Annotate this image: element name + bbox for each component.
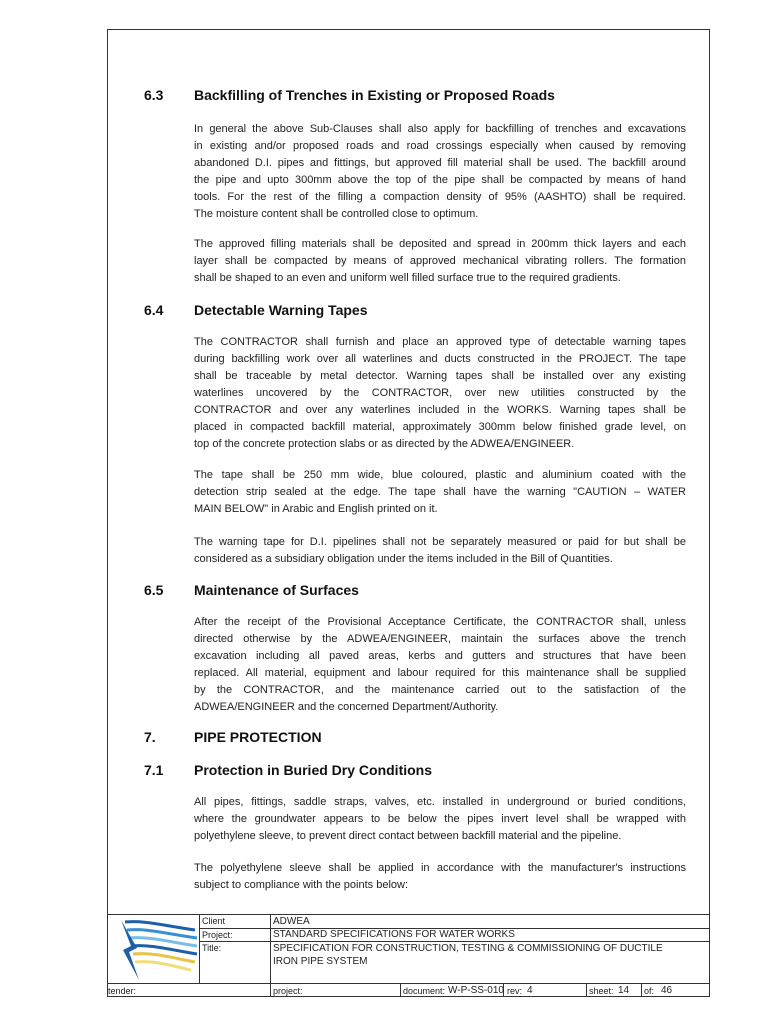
- footer-top-rule: [107, 914, 710, 915]
- text-line: excavation including all paved areas, kerbs and gutters and structures that have been: [194, 650, 686, 662]
- title-label: Title:: [202, 943, 222, 953]
- project-label: Project:: [202, 930, 233, 940]
- title-value-line1: SPECIFICATION FOR CONSTRUCTION, TESTING & COMMISSIONING OF DUCTILE: [273, 943, 663, 954]
- section-title: Maintenance of Surfaces: [194, 582, 359, 598]
- text-line: The warning tape for D.I. pipelines shall not be separately measured or paid for but shall be: [194, 536, 686, 548]
- text-line: tools. For the rest of the filling a compaction density of 95% (AASHTO) shall be required.: [194, 191, 686, 203]
- footer-cell-divider: [400, 983, 401, 997]
- footer-label-divider: [270, 914, 271, 997]
- footer-cell-divider: [586, 983, 587, 997]
- project-value: STANDARD SPECIFICATIONS FOR WATER WORKS: [273, 929, 515, 940]
- text-line: The polyethylene sleeve shall be applied in accordance with the manufacturer's instructions: [194, 862, 686, 874]
- document-label: document:: [403, 986, 446, 996]
- text-line: placed in compacted backfill material, approximately 300mm below finished grade level, on: [194, 421, 686, 433]
- paragraph: [194, 534, 686, 568]
- title-value-line2: IRON PIPE SYSTEM: [273, 956, 368, 967]
- text-line: ADWEA/ENGINEER and the concerned Department/Authority.: [194, 701, 499, 713]
- text-line: layer shall be compacted by means of approved mechanical vibrating rollers. The formation: [194, 255, 686, 267]
- section-title: Detectable Warning Tapes: [194, 302, 368, 318]
- text-line: detection strip sealed at the edge. The tape shall have the warning "CAUTION – WATER: [194, 486, 686, 498]
- text-line: by the CONTRACTOR, and the maintenance carried out to the satisfaction of the: [194, 684, 686, 696]
- text-line: The moisture content shall be controlled close to optimum.: [194, 208, 479, 220]
- footer-row-rule: [199, 941, 710, 942]
- footer-title-block: [107, 914, 710, 997]
- section-number: 6.3: [144, 87, 164, 103]
- text-line: waterlines uncovered by the CONTRACTOR, over new utilities constructed by the: [194, 387, 686, 399]
- client-value: ADWEA: [273, 916, 310, 927]
- paragraph: [194, 794, 686, 845]
- adwea-logo-icon: [115, 916, 201, 982]
- paragraph: [194, 334, 686, 453]
- text-line: shall be traceable by metal detector. Warning tapes shall be installed over any existing: [194, 370, 686, 382]
- tender-label: tender:: [108, 986, 137, 996]
- rev-value: 4: [527, 985, 533, 996]
- document-value: W-P-SS-010: [448, 985, 504, 996]
- text-line: where the groundwater appears to be below the pipes invert level shall be wrapped with: [194, 813, 686, 825]
- client-label: Client: [202, 916, 226, 926]
- text-line: considered as a subsidiary obligation under the items included in the Bill of Quantities.: [194, 553, 613, 565]
- section-title: PIPE PROTECTION: [194, 729, 322, 745]
- project2-label: project:: [273, 986, 303, 996]
- sheet-label: sheet:: [589, 986, 614, 996]
- footer-cell-divider: [641, 983, 642, 997]
- text-line: All pipes, fittings, saddle straps, valves, etc. installed in underground or buried conditions,: [194, 796, 686, 808]
- sheet-value: 14: [618, 985, 630, 996]
- text-line: during backfilling work over all waterlines and ducts constructed in the PROJECT. The tape: [194, 353, 686, 365]
- text-line: The tape shall be 250 mm wide, blue coloured, plastic and aluminium coated with the: [194, 469, 686, 481]
- paragraph: [194, 467, 686, 518]
- of-value: 46: [661, 985, 673, 996]
- paragraph: [194, 236, 686, 287]
- text-line: abandoned D.I. pipes and fittings, but approved fill material shall be used. The backfill around: [194, 157, 686, 169]
- section-number: 7.: [144, 729, 156, 745]
- section-title: Backfilling of Trenches in Existing or Proposed Roads: [194, 87, 555, 103]
- text-line: top of the concrete protection slabs or as directed by the ADWEA/ENGINEER.: [194, 438, 575, 450]
- of-label: of:: [644, 986, 655, 996]
- section-number: 7.1: [144, 762, 164, 778]
- rev-label: rev:: [507, 986, 523, 996]
- text-line: The CONTRACTOR shall furnish and place an approved type of detectable warning tapes: [194, 336, 686, 348]
- text-line: The approved filling materials shall be deposited and spread in 200mm thick layers and each: [194, 238, 686, 250]
- text-line: MAIN BELOW" in Arabic and English printed on it.: [194, 503, 438, 515]
- text-line: shall be shaped to an even and uniform well filled surface true to the required gradients.: [194, 272, 621, 284]
- text-line: in existing and/or proposed roads and road crossings especially when caused by removing: [194, 140, 686, 152]
- section-number: 6.5: [144, 582, 164, 598]
- text-line: directed otherwise by the ADWEA/ENGINEER, maintain the surfaces above the trench: [194, 633, 686, 645]
- text-line: subject to compliance with the points below:: [194, 879, 409, 891]
- footer-row-rule: [107, 983, 710, 984]
- text-line: In general the above Sub-Clauses shall also apply for backfilling of trenches and excavations: [194, 123, 686, 135]
- text-line: the pipe and upto 300mm above the top of the pipe shall be compacted by means of hand: [194, 174, 686, 186]
- section-number: 6.4: [144, 302, 164, 318]
- text-line: CONTRACTOR and over any waterlines included in the WORKS. Warning tapes shall be: [194, 404, 686, 416]
- text-line: After the receipt of the Provisional Acceptance Certificate, the CONTRACTOR shall, unless: [194, 616, 686, 628]
- paragraph: [194, 614, 686, 716]
- text-line: replaced. All material, equipment and labour required for this maintenance shall be supplied: [194, 667, 686, 679]
- paragraph: [194, 860, 686, 894]
- paragraph: [194, 121, 686, 223]
- text-line: polyethylene sleeve, to prevent direct contact between backfill material and the pipeline.: [194, 830, 622, 842]
- section-title: Protection in Buried Dry Conditions: [194, 762, 433, 778]
